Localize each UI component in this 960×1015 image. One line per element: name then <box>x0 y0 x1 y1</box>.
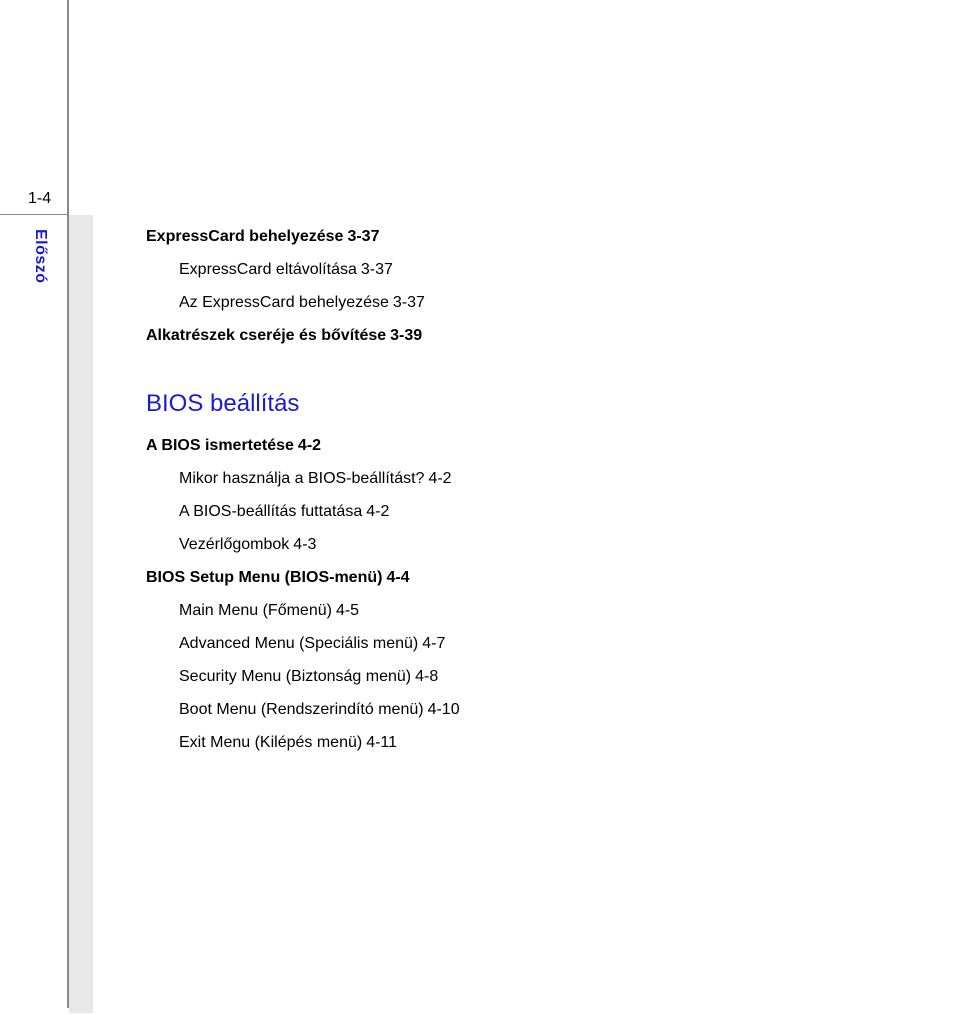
toc-entry[interactable] <box>179 261 954 283</box>
toc-entry-page: 4-11 <box>366 734 398 751</box>
toc-entry[interactable] <box>179 294 954 316</box>
toc-entry-page: 4-10 <box>427 701 460 718</box>
toc-entry-page: 4-8 <box>415 668 439 685</box>
toc-entry-title: Exit Menu (Kilépés menü) <box>179 734 363 751</box>
toc-entry[interactable] <box>146 228 954 250</box>
margin-band <box>69 215 93 1013</box>
toc-entry-title: Vezérlőgombok <box>179 536 290 553</box>
toc-entry[interactable] <box>146 437 954 459</box>
toc-entry[interactable] <box>179 536 954 558</box>
page-number: 1-4 <box>28 190 52 207</box>
toc-entry[interactable] <box>146 569 954 591</box>
toc-entry-title: Mikor használja a BIOS-beállítást? <box>179 470 425 487</box>
toc-entry-title: Alkatrészek cseréje és bővítése <box>146 327 387 344</box>
toc-entry-page: 3-37 <box>360 261 393 278</box>
toc-entry-title: A BIOS ismertetése <box>146 437 294 454</box>
toc-entry[interactable] <box>179 470 954 492</box>
toc-entry-page: 4-2 <box>366 503 390 520</box>
toc-entry-page: 4-2 <box>297 437 322 454</box>
toc-entry-page: 3-37 <box>392 294 425 311</box>
toc-entry-title: ExpressCard behelyezése <box>146 228 344 245</box>
toc-entry[interactable] <box>179 503 954 525</box>
toc-entry[interactable] <box>179 635 954 657</box>
toc-entry-page: 4-3 <box>293 536 317 553</box>
toc-entry[interactable] <box>179 734 954 756</box>
toc-entry[interactable] <box>179 668 954 690</box>
toc-entry-title: ExpressCard eltávolítása <box>179 261 357 278</box>
toc-entry[interactable] <box>179 602 954 624</box>
toc-entry[interactable] <box>146 327 954 349</box>
toc-entry-title: Boot Menu (Rendszerindító menü) <box>179 701 424 718</box>
toc-entry-page: 3-37 <box>347 228 380 245</box>
toc-entry-title: Advanced Menu (Speciális menü) <box>179 635 419 652</box>
toc-entry-page: 4-5 <box>335 602 360 619</box>
toc-entry-title: Az ExpressCard behelyezése <box>179 294 389 311</box>
section-heading: BIOS beállítás <box>146 390 300 417</box>
toc-entry-page: 3-39 <box>390 327 423 344</box>
page-number-rule <box>0 214 69 215</box>
chapter-side-label: Előszó <box>32 229 49 284</box>
toc-entry-title: Main Menu (Főmenü) <box>179 602 332 619</box>
toc-entry-title: Security Menu (Biztonság menü) <box>179 668 412 685</box>
toc-entry-title: A BIOS-beállítás futtatása <box>179 503 363 520</box>
toc-entry-page: 4-4 <box>386 569 410 586</box>
toc-entry-page: 4-7 <box>422 635 446 652</box>
toc-entry-page: 4-2 <box>428 470 452 487</box>
toc-entry-title: BIOS Setup Menu (BIOS-menü) <box>146 569 383 586</box>
toc-entry[interactable] <box>179 701 954 723</box>
